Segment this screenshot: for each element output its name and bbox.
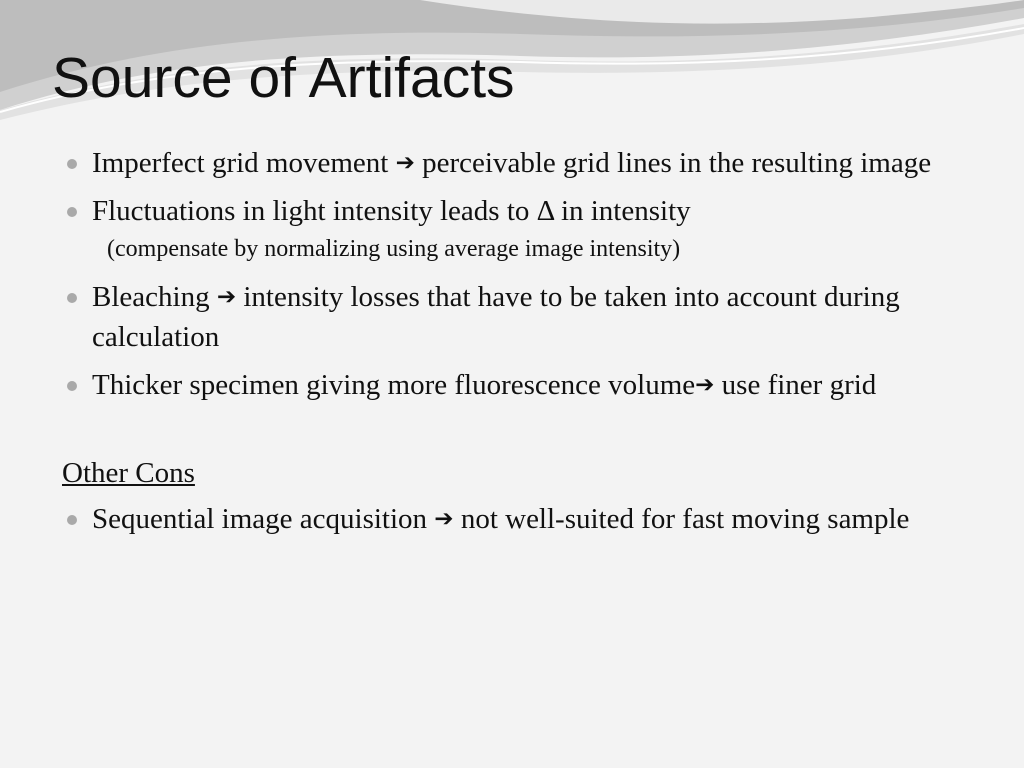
bullet-list <box>62 143 962 405</box>
bullet-note: (compensate by normalizing using average image intensity) <box>107 236 681 262</box>
bullet-text: Thicker specimen giving more fluorescence volume <box>92 369 696 401</box>
arrow-right-icon: ➔ <box>395 150 415 176</box>
bullet-text: use finer grid <box>714 369 877 401</box>
section-heading-other-cons: Other Cons <box>62 457 195 489</box>
bullet-text: Fluctuations in light intensity leads to Δ in intensity <box>92 195 691 227</box>
bullet-text: intensity losses that have to be taken into account during calculation <box>92 281 900 353</box>
bullet-item <box>62 191 962 231</box>
bullet-icon <box>67 207 77 217</box>
arrow-right-icon: ➔ <box>434 506 454 532</box>
bullet-text: Imperfect grid movement <box>92 147 396 179</box>
bullet-text: Bleaching <box>92 281 217 313</box>
bullet-icon <box>67 381 77 391</box>
bullet-item <box>62 143 962 183</box>
bullet-text: perceivable grid lines in the resulting image <box>414 147 932 179</box>
bullet-icon <box>67 159 77 169</box>
arrow-right-icon: ➔ <box>695 372 715 398</box>
arrow-right-icon: ➔ <box>216 284 237 310</box>
bullet-item <box>62 365 962 405</box>
bullet-text: not well-suited for fast moving sample <box>453 503 910 535</box>
slide-title: Source of Artifacts <box>52 46 515 110</box>
bullet-item <box>62 277 962 357</box>
bullet-text: Sequential image acquisition <box>92 503 435 535</box>
bullet-icon <box>67 515 77 525</box>
other-cons-list <box>62 499 962 539</box>
slide-content <box>62 143 962 547</box>
bullet-item <box>62 499 962 539</box>
bullet-icon <box>67 293 77 303</box>
